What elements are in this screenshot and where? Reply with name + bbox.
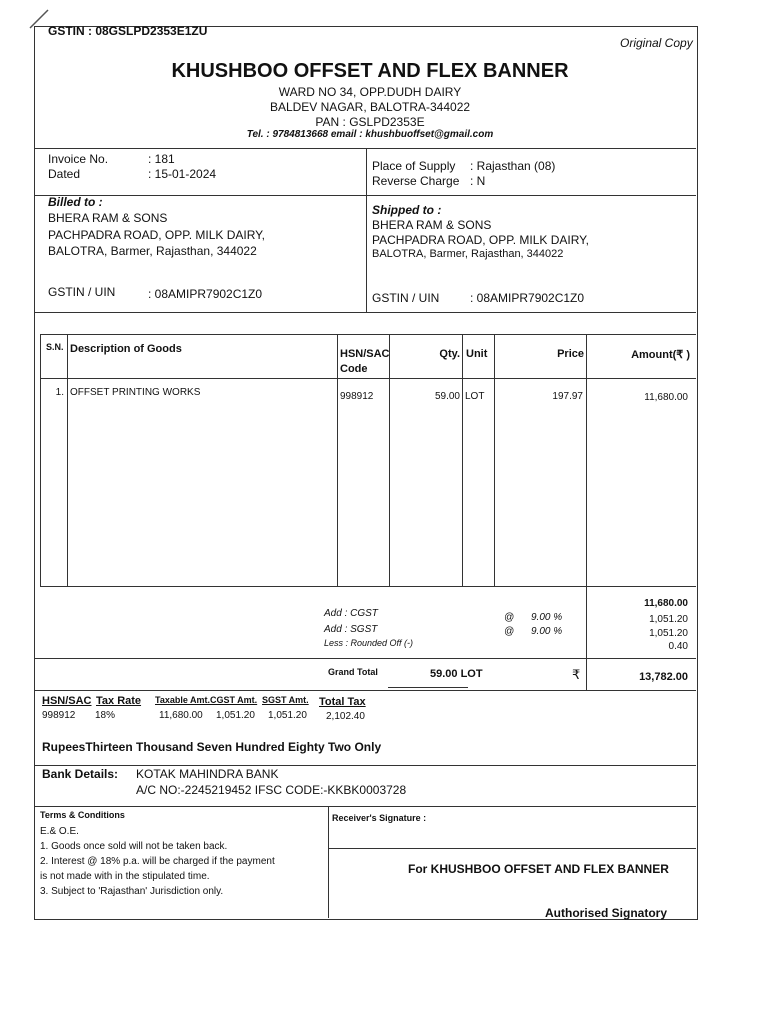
divider	[366, 148, 367, 312]
grand-underline	[388, 687, 468, 688]
billed-addr-1: PACHPADRA ROAD, OPP. MILK DAIRY,	[48, 228, 265, 242]
tax-col-rate: Tax Rate	[96, 695, 142, 707]
bank-label: Bank Details:	[42, 767, 119, 781]
divider	[328, 806, 329, 918]
divider	[328, 848, 696, 849]
tax-rate: 18%	[95, 710, 116, 721]
bank-account: A/C NO:-2245219452 IFSC CODE:-KKBK0003728	[136, 783, 407, 797]
reverse-value: : N	[470, 174, 486, 188]
table-col-line	[494, 334, 495, 586]
table-col-line	[67, 334, 68, 586]
tax-hsn: 998912	[42, 710, 76, 721]
table-border	[40, 334, 41, 586]
bank-name: KOTAK MAHINDRA BANK	[136, 767, 279, 781]
col-hsn: HSN/SAC	[340, 348, 390, 360]
divider	[34, 690, 696, 691]
col-sn: S.N.	[46, 342, 64, 352]
col-qty: Qty.	[439, 348, 460, 360]
shipped-name: BHERA RAM & SONS	[372, 218, 492, 232]
billed-gstin-value: : 08AMIPR7902C1Z0	[148, 287, 263, 301]
divider	[34, 148, 696, 149]
amount-in-words: RupeesThirteen Thousand Seven Hundred Eighty Two Only	[42, 740, 382, 754]
tax-cgst: 1,051.20	[216, 710, 255, 721]
row-description: OFFSET PRINTING WORKS	[70, 387, 201, 398]
billed-addr-2: BALOTRA, Barmer, Rajasthan, 344022	[48, 244, 257, 258]
tax-taxable: 11,680.00	[159, 710, 203, 721]
dated-label: Dated	[48, 167, 81, 181]
divider	[40, 334, 696, 335]
cgst-rate: 9.00 %	[531, 612, 563, 623]
reverse-label: Reverse Charge	[372, 174, 460, 188]
supply-value: : Rajasthan (08)	[470, 159, 556, 173]
tax-col-hsn: HSN/SAC	[42, 695, 92, 707]
supply-label: Place of Supply	[372, 159, 456, 173]
for-company: For KHUSHBOO OFFSET AND FLEX BANNER	[408, 862, 669, 876]
row-sn: 1.	[55, 387, 64, 398]
rupee-icon: ₹	[572, 667, 581, 682]
address-line-2: BALDEV NAGAR, BALOTRA-344022	[269, 100, 471, 114]
pan: PAN : GSLPD2353E	[315, 115, 425, 129]
invoice-no-value: : 181	[148, 152, 175, 166]
table-col-line	[586, 334, 587, 690]
cgst-at: @	[504, 612, 515, 623]
address-line-1: WARD NO 34, OPP.DUDH DAIRY	[278, 85, 462, 99]
billed-heading: Billed to :	[48, 195, 103, 209]
row-qty: 59.00	[434, 391, 460, 402]
divider	[40, 378, 696, 379]
invoice-no-label: Invoice No.	[48, 152, 109, 166]
divider	[34, 312, 696, 313]
subtotal: 11,680.00	[644, 598, 688, 609]
grand-total-qty: 59.00 LOT	[430, 668, 483, 680]
col-description: Description of Goods	[70, 343, 182, 355]
table-col-line	[462, 334, 463, 586]
tax-sgst: 1,051.20	[268, 710, 307, 721]
shipped-gstin-value: : 08AMIPR7902C1Z0	[470, 291, 585, 305]
grand-total-label: Grand Total	[328, 667, 378, 677]
company-name: KHUSHBOO OFFSET AND FLEX BANNER	[171, 60, 569, 82]
row-price: 197.97	[552, 391, 583, 402]
shipped-heading: Shipped to :	[372, 203, 442, 217]
tax-total: 2,102.40	[326, 711, 365, 722]
tax-col-taxable: Taxable Amt.	[155, 695, 211, 705]
contact: Tel. : 9784813668 email : khushbuoffset@gmail.com	[246, 129, 494, 140]
col-price: Price	[557, 348, 584, 360]
round-amount: 0.40	[668, 641, 688, 652]
shipped-addr-1: PACHPADRA ROAD, OPP. MILK DAIRY,	[372, 233, 589, 247]
terms-line: 2. Interest @ 18% p.a. will be charged if the payment	[40, 856, 275, 867]
col-amount: Amount(₹ )	[631, 349, 690, 361]
copy-label: Original Copy	[620, 36, 693, 50]
divider	[34, 806, 696, 807]
table-col-line	[337, 334, 338, 586]
receiver-signature: Receiver's Signature :	[332, 813, 427, 823]
sgst-at: @	[504, 626, 515, 637]
grand-total-amount: 13,782.00	[639, 671, 688, 683]
cgst-label: Add : CGST	[324, 608, 378, 619]
col-unit: Unit	[466, 348, 488, 360]
sgst-amount: 1,051.20	[649, 628, 688, 639]
row-unit: LOT	[465, 391, 485, 402]
divider	[40, 586, 696, 587]
company-gstin: GSTIN : 08GSLPD2353E1ZU	[48, 24, 208, 38]
terms-line: is not made with in the stipulated time.	[40, 871, 210, 882]
billed-gstin-label: GSTIN / UIN	[48, 285, 116, 299]
col-hsn-code: Code	[340, 363, 368, 375]
dated-value: : 15-01-2024	[148, 167, 217, 181]
sgst-rate: 9.00 %	[531, 626, 563, 637]
divider	[34, 765, 696, 766]
terms-heading: Terms & Conditions	[40, 810, 125, 820]
round-label: Less : Rounded Off (-)	[324, 638, 414, 648]
sgst-label: Add : SGST	[324, 624, 378, 635]
shipped-gstin-label: GSTIN / UIN	[372, 291, 440, 305]
billed-name: BHERA RAM & SONS	[48, 211, 168, 225]
terms-line: 1. Goods once sold will not be taken back.	[40, 841, 228, 852]
terms-line: E.& O.E.	[40, 826, 79, 837]
shipped-addr-2: BALOTRA, Barmer, Rajasthan, 344022	[372, 248, 564, 260]
tax-col-cgst: CGST Amt.	[210, 695, 258, 705]
row-hsn: 998912	[340, 391, 374, 402]
table-col-line	[389, 334, 390, 586]
divider	[34, 195, 696, 196]
terms-line: 3. Subject to 'Rajasthan' Jurisdiction only.	[40, 886, 224, 897]
tax-col-total: Total Tax	[319, 696, 366, 708]
authorised-signatory: Authorised Signatory	[545, 906, 668, 920]
cgst-amount: 1,051.20	[649, 614, 688, 625]
divider	[34, 658, 696, 659]
row-amount: 11,680.00	[644, 392, 688, 403]
tax-col-sgst: SGST Amt.	[262, 695, 309, 705]
